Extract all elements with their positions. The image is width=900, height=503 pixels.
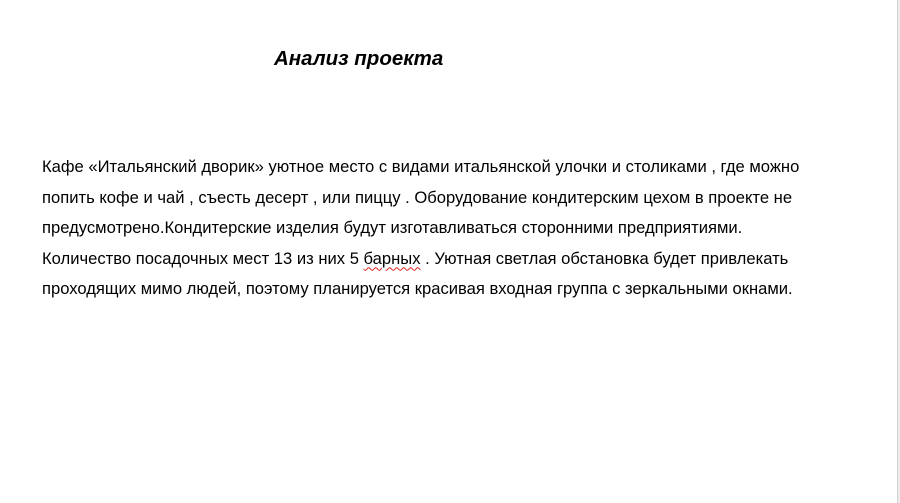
body-paragraph[interactable] (42, 152, 852, 305)
line-text: Количество посадочных мест 13 из них 5 (42, 248, 364, 268)
spellcheck-flagged-word[interactable]: барных (363, 248, 421, 268)
paragraph-line: проходящих мимо людей, поэтому планируется красивая входная группа с зеркальными окнами. (42, 279, 793, 298)
paragraph-line: предусмотрено.Кондитерские изделия будут изготавливаться сторонними предприятиями. (42, 218, 743, 237)
paragraph-line: попить кофе и чай , съесть десерт , или пиццу . Оборудование кондитерским цехом в проекте не (42, 187, 793, 207)
paragraph-line (42, 244, 852, 275)
document-title: Анализ проекта (274, 47, 444, 70)
line-text: . Уютная светлая обстановка будет привлекать (420, 248, 789, 268)
paragraph-line: Кафе «Итальянский дворик» уютное место с видами итальянской улочки и столиками , где можно (42, 157, 800, 176)
